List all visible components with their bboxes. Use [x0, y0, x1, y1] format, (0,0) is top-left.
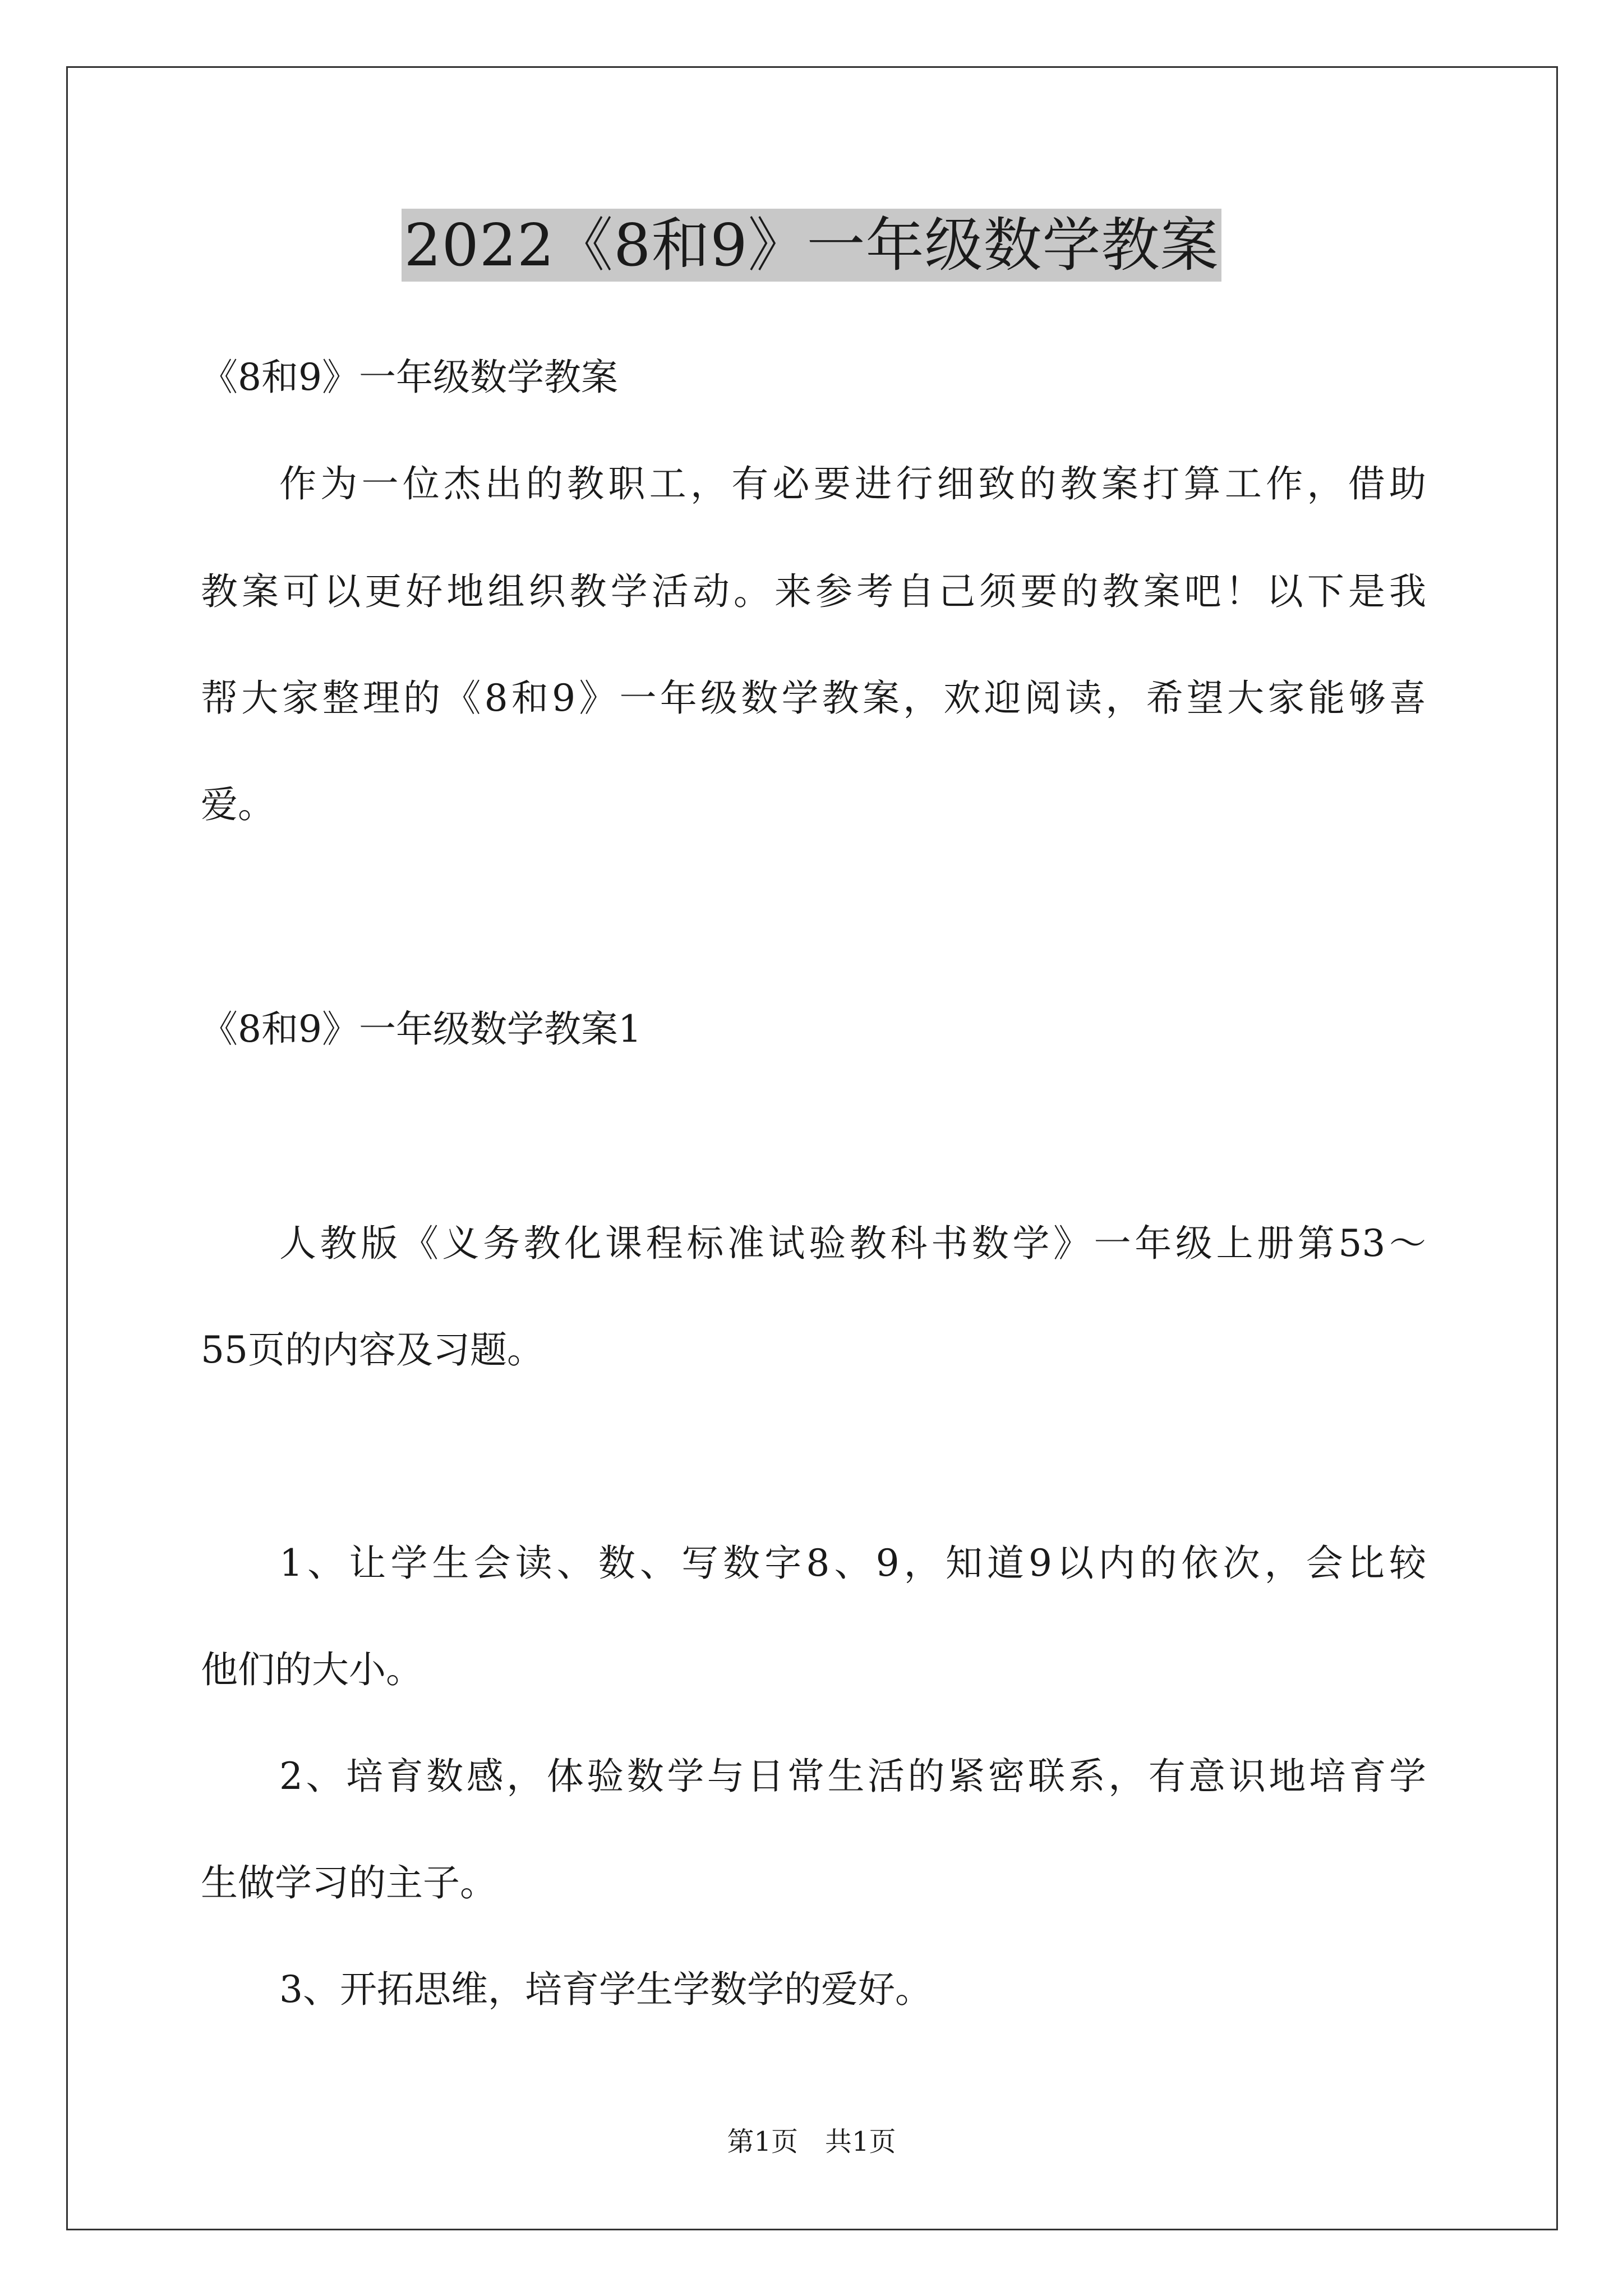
page-footer: 第1页 共1页: [727, 2126, 896, 2157]
paragraph-intro-line-3: 帮大家整理的《8和9》一年级数学教案，欢迎阅读，希望大家能够喜: [201, 677, 1426, 720]
objective-3-line-1: 3、开拓思维，培育学生学数学的爱好。: [279, 1968, 932, 2011]
paragraph-textbook-line-2: 55页的内容及习题。: [201, 1328, 544, 1372]
document-title: [0, 209, 1623, 282]
paragraph-intro-line-2: 教案可以更好地组织教学活动。来参考自己须要的教案吧！以下是我: [201, 570, 1426, 613]
objective-1-line-1: 1、让学生会读、数、写数字8、9，知道9以内的依次，会比较: [279, 1542, 1426, 1585]
objective-1-line-2: 他们的大小。: [201, 1648, 423, 1691]
paragraph-intro-line-4: 爱。: [201, 783, 275, 826]
objective-2-line-1: 2、培育数感，体验数学与日常生活的紧密联系，有意识地培育学: [279, 1755, 1426, 1798]
document-title-text: 2022《8和9》一年级数学教案: [402, 209, 1221, 282]
section-heading-lesson-1: 《8和9》一年级数学教案1: [201, 1007, 642, 1051]
objective-2-line-2: 生做学习的主子。: [201, 1861, 497, 1904]
paragraph-textbook-line-1: 人教版《义务教化课程标准试验教科书数学》一年级上册第53～: [279, 1222, 1426, 1265]
paragraph-intro-line-1: 作为一位杰出的教职工，有必要进行细致的教案打算工作，借助: [279, 462, 1426, 505]
section-heading-intro: 《8和9》一年级数学教案: [201, 356, 618, 399]
